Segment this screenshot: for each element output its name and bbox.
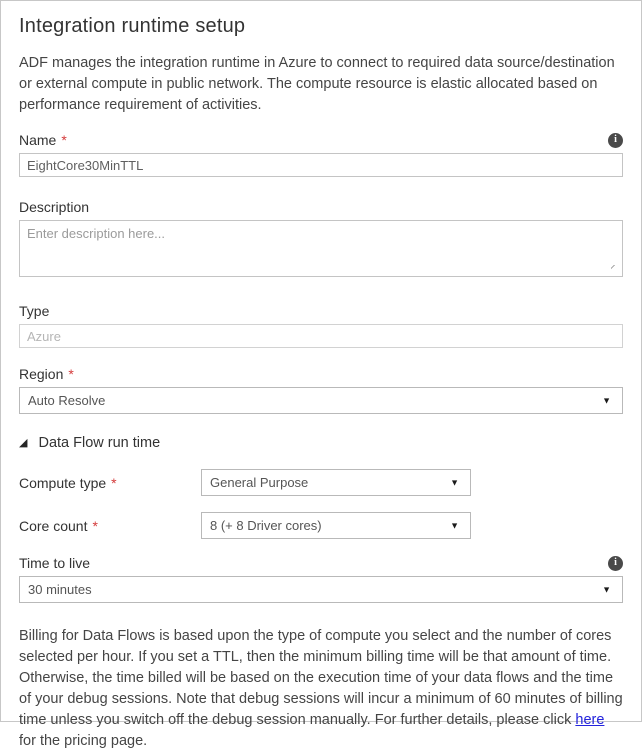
name-input[interactable] (19, 153, 623, 177)
page-title: Integration runtime setup (19, 15, 246, 37)
chevron-down-icon: ▼ (602, 583, 611, 594)
resize-grip-icon[interactable] (611, 265, 621, 275)
type-input (19, 324, 623, 348)
name-label-text: Name (19, 132, 57, 148)
description-textarea[interactable] (19, 220, 623, 277)
core-count-label (19, 518, 201, 534)
description-field-group (19, 197, 623, 277)
compute-type-select-value: General Purpose (210, 475, 309, 490)
name-field-group (19, 130, 623, 177)
compute-type-label (19, 475, 201, 491)
info-icon[interactable]: i (608, 556, 623, 571)
info-icon[interactable]: i (608, 133, 623, 148)
ttl-label (19, 555, 90, 571)
region-field-group (19, 364, 623, 414)
billing-note (19, 626, 623, 752)
required-asterisk: * (61, 132, 67, 148)
region-label-text: Region (19, 366, 64, 382)
chevron-down-icon: ▼ (450, 519, 459, 530)
name-label (19, 132, 67, 148)
pricing-page-link[interactable]: here (575, 712, 605, 728)
ttl-label-text: Time to live (19, 555, 91, 571)
type-field-group (19, 301, 623, 348)
compute-type-label-text: Compute type (19, 474, 107, 491)
core-count-select[interactable] (201, 512, 471, 539)
dataflow-section-title: Data Flow run time (38, 435, 161, 451)
compute-type-select[interactable] (201, 469, 471, 496)
type-label-text: Type (19, 303, 50, 319)
required-asterisk: * (68, 366, 74, 382)
type-label (19, 303, 49, 319)
intro-text: ADF manages the integration runtime in Azure to connect to required data source/destination or external compute in public network. The compute resource is elastic allocated based on performance requirement of activities. (19, 55, 615, 113)
core-count-label-text: Core count (19, 517, 88, 534)
compute-type-row (19, 469, 623, 496)
core-count-row (19, 512, 623, 539)
ttl-select[interactable] (19, 576, 623, 603)
billing-text-before: Billing for Data Flows is based upon the type of compute you select and the number of cores selected per hour. If you set a TTL, then the minimum billing time will be that amount of time. Otherwise, the time billed will be based on the execution time of your data flows and the time of your debug sessions. Note that debug sessions will incur a minimum of 60 minutes of billing time unless you switch off the debug session manually. For further details, please click (19, 628, 623, 728)
billing-text-after: for the pricing page. (19, 733, 148, 749)
core-count-select-value: 8 (+ 8 Driver cores) (210, 518, 322, 533)
region-select-value: Auto Resolve (28, 393, 106, 408)
chevron-down-icon: ▼ (450, 476, 459, 487)
dataflow-section-header[interactable] (19, 433, 623, 453)
region-label (19, 366, 74, 382)
ttl-field-group (19, 553, 623, 603)
expander-triangle-icon: ◢ (19, 436, 28, 449)
description-label (19, 199, 89, 215)
chevron-down-icon: ▼ (602, 394, 611, 405)
region-select[interactable] (19, 387, 623, 414)
required-asterisk: * (92, 517, 98, 534)
description-label-text: Description (19, 199, 90, 215)
required-asterisk: * (111, 474, 117, 491)
ttl-select-value: 30 minutes (28, 582, 92, 597)
